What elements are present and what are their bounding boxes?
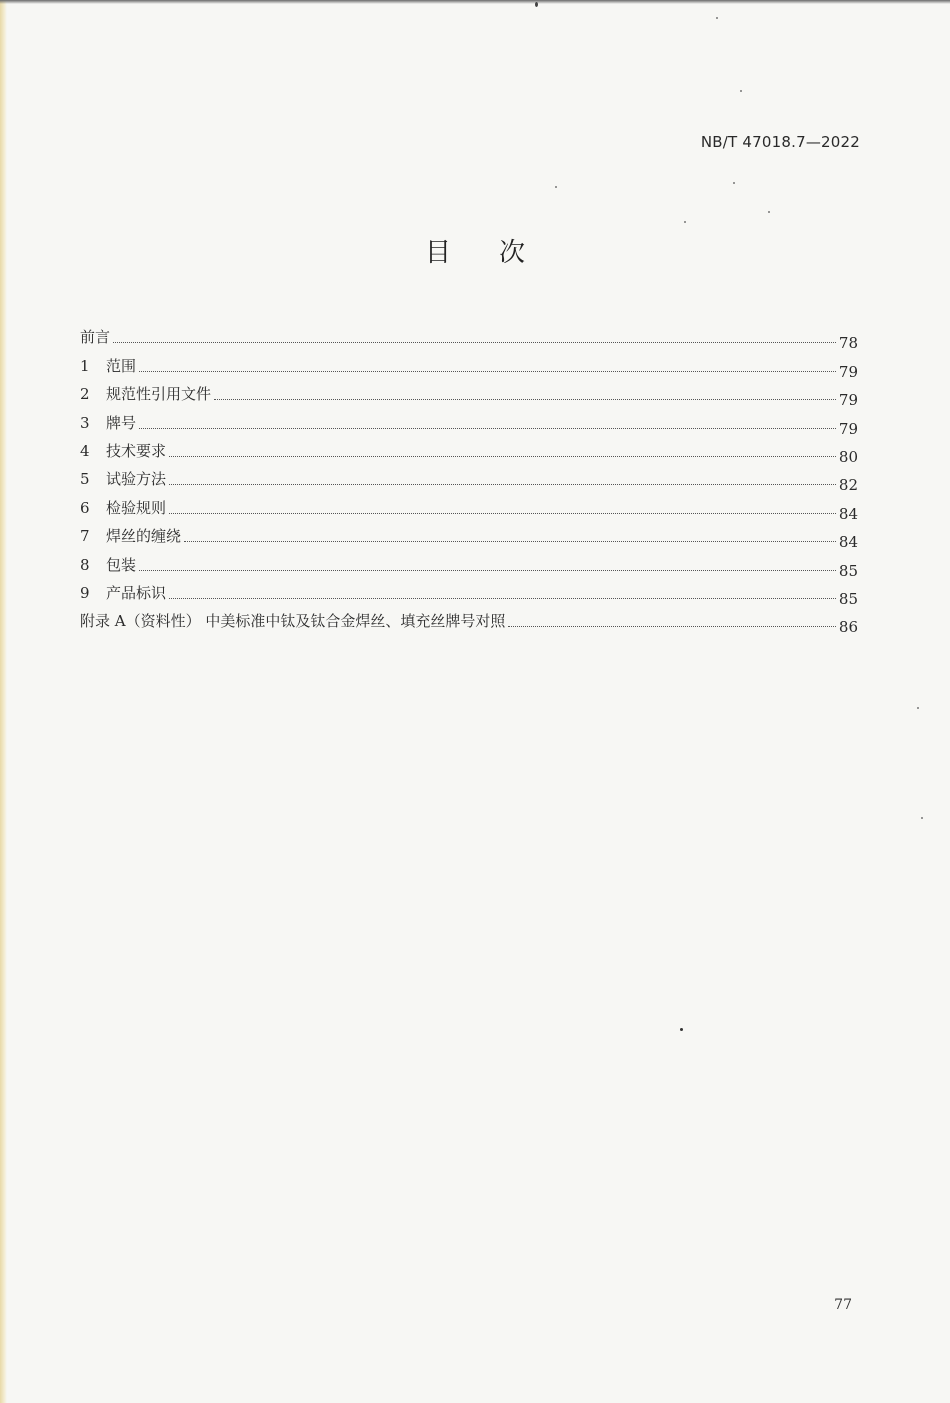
toc-page-number: 84 <box>838 533 858 552</box>
toc-entry-text: 牌号 <box>106 413 137 432</box>
toc-page-number: 85 <box>838 589 858 608</box>
scan-speck <box>917 707 919 709</box>
toc-entry-text: 规范性引用文件 <box>106 385 212 404</box>
toc-page-number: 79 <box>838 362 858 381</box>
toc-entry-text: 焊丝的缠绕 <box>106 527 182 546</box>
toc-entry-packaging[interactable] <box>80 545 858 580</box>
toc-entry-text: 范围 <box>106 356 137 375</box>
scan-speck <box>684 221 686 223</box>
dot-leader <box>139 427 836 429</box>
standard-code: NB/T 47018.7—2022 <box>700 133 860 151</box>
scan-speck <box>535 2 538 7</box>
page-title: 目次 <box>424 238 573 268</box>
toc-entry-text: 附录 A（资料性） 中美标准中钛及钛合金焊丝、填充丝牌号对照 <box>80 612 506 631</box>
dot-leader <box>184 540 836 542</box>
toc-page-number: 79 <box>838 391 858 410</box>
toc-page-number: 79 <box>838 419 858 438</box>
scan-speck <box>921 817 923 819</box>
toc-entry-text: 前言 <box>80 328 111 347</box>
toc-entry-text: 检验规则 <box>106 498 167 517</box>
toc-entry-normative-references[interactable] <box>80 375 858 410</box>
toc-entry-text: 包装 <box>106 555 137 574</box>
table-of-contents <box>80 318 858 637</box>
toc-page-number: 86 <box>838 618 858 637</box>
toc-entry-scope[interactable] <box>80 346 858 381</box>
toc-section-number: 7 <box>80 527 90 546</box>
toc-entry-text: 技术要求 <box>106 441 167 460</box>
toc-page-number: 78 <box>838 334 858 353</box>
toc-entry-inspection-rules[interactable] <box>80 488 858 523</box>
dot-leader <box>113 341 836 343</box>
toc-entry-annex-a[interactable] <box>80 602 858 637</box>
toc-entry-wire-winding[interactable] <box>80 517 858 552</box>
toc-page-number: 82 <box>838 476 858 495</box>
toc-section-number: 9 <box>80 583 90 602</box>
toc-entry-grades[interactable] <box>80 403 858 438</box>
toc-page-number: 80 <box>838 447 858 466</box>
toc-entry-product-marking[interactable] <box>80 574 858 608</box>
toc-entry-text: 产品标识 <box>106 583 167 602</box>
scan-speck <box>680 1028 683 1031</box>
toc-section-number: 6 <box>80 498 90 517</box>
scan-speck <box>740 90 742 92</box>
dot-leader <box>169 455 836 457</box>
toc-section-number: 3 <box>80 413 90 432</box>
scan-speck <box>768 211 770 213</box>
scan-speck <box>733 182 735 184</box>
toc-page-number: 84 <box>838 504 858 523</box>
dot-leader <box>508 625 836 627</box>
dot-leader <box>169 512 836 514</box>
dot-leader <box>139 569 836 571</box>
scan-speck <box>716 17 718 19</box>
toc-section-number: 5 <box>80 470 90 489</box>
toc-section-number: 8 <box>80 555 90 574</box>
dot-leader <box>169 597 836 599</box>
toc-section-number: 4 <box>80 441 90 460</box>
dot-leader <box>214 398 836 400</box>
scan-speck <box>555 186 557 188</box>
toc-entry-foreword[interactable] <box>80 318 858 353</box>
toc-section-number: 2 <box>80 385 90 404</box>
scan-edge-left <box>0 0 7 1403</box>
scan-edge-top <box>0 0 950 4</box>
toc-page-number: 85 <box>838 561 858 580</box>
toc-entry-text: 试验方法 <box>106 470 167 489</box>
toc-entry-technical-requirements[interactable] <box>80 432 858 466</box>
page-number: 77 <box>834 1297 852 1313</box>
toc-entry-test-methods[interactable] <box>80 460 858 495</box>
dot-leader <box>169 483 836 485</box>
toc-section-number: 1 <box>80 356 90 375</box>
dot-leader <box>139 370 836 372</box>
